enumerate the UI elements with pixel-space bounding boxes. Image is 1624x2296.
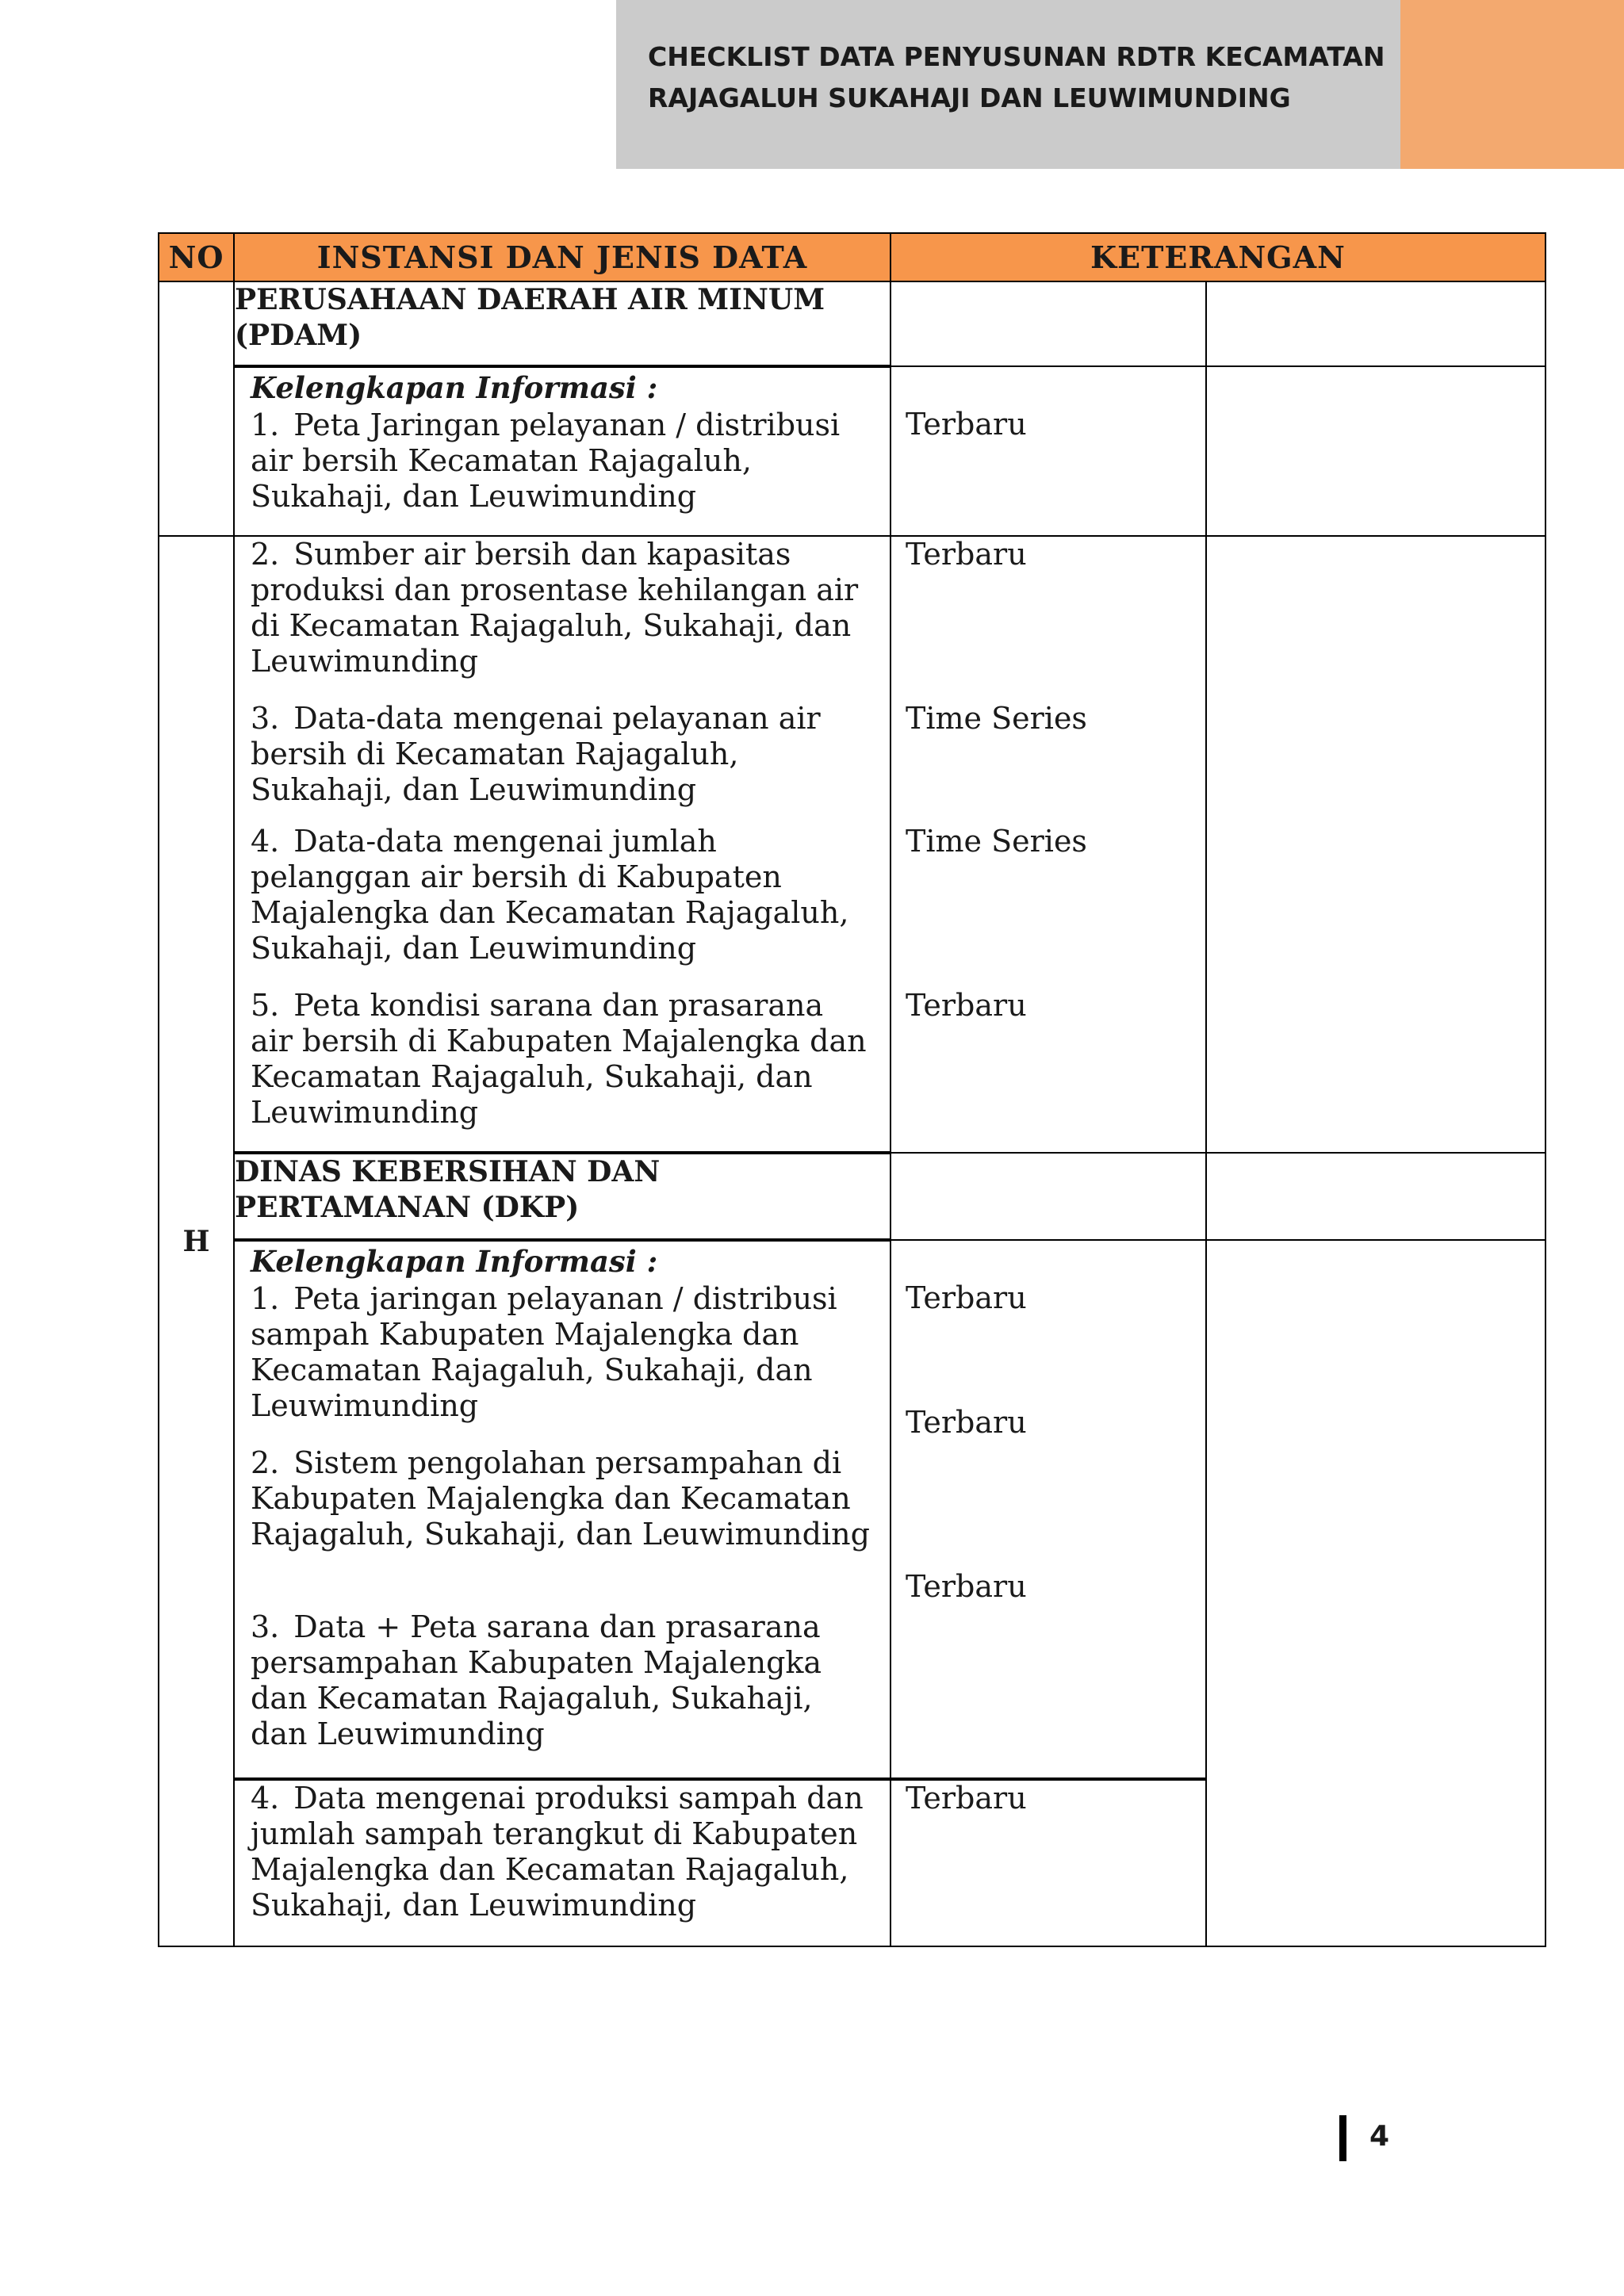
list-item: 3. Data + Peta sarana dan prasarana persampahan Kabupaten Majalengka dan Kecamatan Rajagaluh, Sukahaji, dan Leuwimunding: [251, 1609, 822, 1751]
list-item: 2. Sistem pengolahan persampahan di Kabupaten Majalengka dan Kecamatan Rajagaluh, Sukahaji, dan Leuwimunding: [251, 1445, 870, 1552]
header-title-line-1: CHECKLIST DATA PENYUSUNAN RDTR KECAMATAN: [648, 41, 1385, 72]
keterangan-cell: [891, 536, 1206, 1153]
header-orange-band: [1400, 0, 1624, 169]
extra-cell: [1206, 1153, 1545, 1240]
pdam-item-1-cell: [234, 366, 891, 536]
list-item: 4. Data mengenai produksi sampah dan jumlah sampah terangkut di Kabupaten Majalengka dan Kecamatan Rajagaluh, Sukahaji, dan Leuwimunding: [251, 1781, 864, 1923]
list-item: 4. Data-data mengenai jumlah pelanggan air bersih di Kabupaten Majalengka dan Kecamatan Rajagaluh, Sukahaji, dan Leuwimunding: [251, 824, 849, 966]
keterangan-value: Terbaru: [906, 1781, 1027, 1816]
row-no-h: H: [159, 536, 234, 1946]
keterangan-cell: [891, 281, 1206, 366]
page-number-bar: [1339, 2115, 1346, 2161]
section-title-dkp: DINAS KEBERSIHAN DAN PERTAMANAN (DKP): [234, 1153, 891, 1240]
dkp-item-4-cell: [234, 1779, 891, 1946]
list-item: 5. Peta kondisi sarana dan prasarana air bersih di Kabupaten Majalengka dan Kecamatan Rajagaluh, Sukahaji, dan Leuwimunding: [251, 988, 867, 1130]
extra-cell: [1206, 366, 1545, 536]
subheading-dkp: Kelengkapan Informasi :: [251, 1244, 658, 1279]
keterangan-value: Time Series: [906, 824, 1087, 859]
dkp-items-cell: [234, 1240, 891, 1779]
header-title-line-2: RAJAGALUH SUKAHAJI DAN LEUWIMUNDING: [648, 82, 1291, 113]
keterangan-cell: [891, 366, 1206, 536]
keterangan-value: Terbaru: [906, 407, 1027, 442]
keterangan-value: Terbaru: [906, 988, 1027, 1023]
header-instansi: INSTANSI DAN JENIS DATA: [234, 233, 891, 281]
table-row: [159, 536, 1545, 1153]
header-keterangan: KETERANGAN: [891, 233, 1545, 281]
table-row: [159, 1153, 1545, 1240]
subheading-pdam: Kelengkapan Informasi :: [251, 370, 658, 405]
table-row: [159, 366, 1545, 536]
extra-cell: [1206, 536, 1545, 1153]
extra-cell: [1206, 1240, 1545, 1946]
keterangan-value: Terbaru: [906, 1405, 1027, 1440]
keterangan-value: Terbaru: [906, 1569, 1027, 1604]
list-item: 2. Sumber air bersih dan kapasitas produksi dan prosentase kehilangan air di Kecamatan Rajagaluh, Sukahaji, dan Leuwimunding: [251, 537, 859, 679]
checklist-table: [158, 232, 1546, 1947]
list-item: 3. Data-data mengenai pelayanan air bersih di Kecamatan Rajagaluh, Sukahaji, dan Leuwimunding: [251, 701, 821, 807]
keterangan-value: Terbaru: [906, 537, 1027, 572]
page-number: 4: [1369, 2120, 1390, 2152]
pdam-items-cell: [234, 536, 891, 1153]
list-item: 1. Peta Jaringan pelayanan / distribusi air bersih Kecamatan Rajagaluh, Sukahaji, dan Leuwimunding: [251, 408, 841, 514]
keterangan-cell: [891, 1240, 1206, 1779]
keterangan-value: Time Series: [906, 701, 1087, 736]
no-cell-empty: [159, 281, 234, 536]
document-header-title: [648, 36, 1393, 119]
extra-cell: [1206, 281, 1545, 366]
keterangan-cell: [891, 1153, 1206, 1240]
keterangan-cell: [891, 1779, 1206, 1946]
section-title-pdam: PERUSAHAAN DAERAH AIR MINUM (PDAM): [234, 281, 891, 366]
table-row: [159, 1240, 1545, 1779]
list-item: 1. Peta jaringan pelayanan / distribusi sampah Kabupaten Majalengka dan Kecamatan Rajagaluh, Sukahaji, dan Leuwimunding: [251, 1281, 837, 1423]
keterangan-value: Terbaru: [906, 1280, 1027, 1315]
table-row: [159, 281, 1545, 366]
table-header-row: [159, 233, 1545, 281]
header-no: NO: [159, 233, 234, 281]
